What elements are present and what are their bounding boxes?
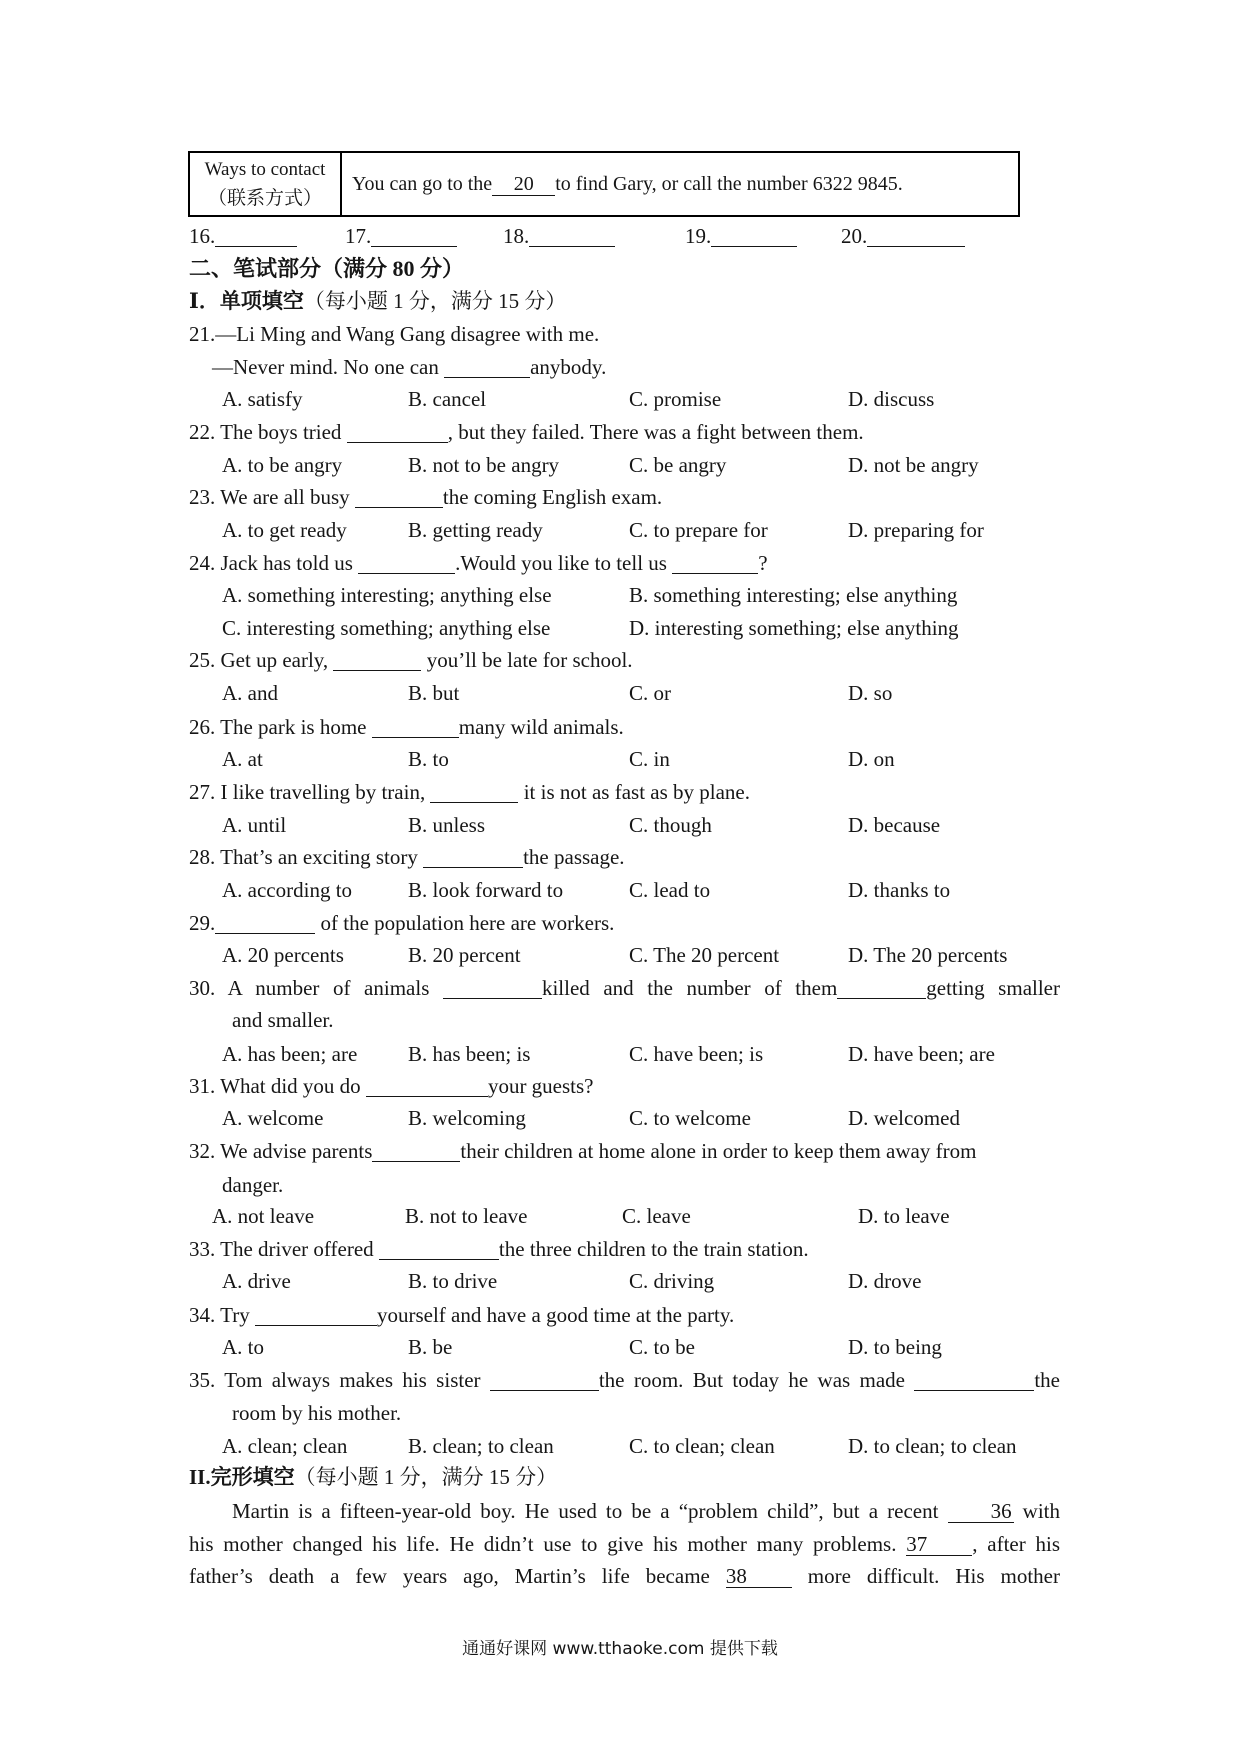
- option-b: B. not to leave: [405, 1204, 528, 1228]
- answer-blank: [333, 650, 421, 671]
- option-d: D. preparing for: [848, 518, 984, 542]
- question-stem: A number of animals: [227, 976, 443, 1000]
- passage-text: more difficult. His mother: [807, 1564, 1061, 1588]
- question-stem: —Never mind. No one can: [212, 355, 445, 379]
- contact-table-content-cell: [342, 153, 1018, 215]
- answer-blank: [914, 1370, 1034, 1391]
- question-number: 30.: [189, 976, 216, 1000]
- passage-line-1: [189, 1499, 1060, 1523]
- option-c: C. promise: [629, 387, 722, 411]
- question-stem: danger.: [222, 1173, 284, 1197]
- question-stem: yourself and have a good time at the party.: [376, 1303, 735, 1327]
- question-29: [189, 911, 614, 935]
- option-d: D. The 20 percents: [848, 943, 1008, 967]
- answer-blank: [711, 226, 797, 247]
- answer-blank: [430, 782, 518, 803]
- question-35-options: [0, 1434, 1240, 1458]
- question-stem: We advise parents: [220, 1139, 373, 1163]
- option-a: A. 20 percents: [222, 943, 344, 967]
- question-stem: The park is home: [220, 715, 372, 739]
- question-stem: .Would you like to tell us: [455, 551, 673, 575]
- option-a: A. has been; are: [222, 1042, 358, 1066]
- question-30: [189, 976, 1060, 1000]
- option-c: C. to welcome: [629, 1106, 751, 1130]
- answer-number: 20.: [841, 224, 868, 248]
- question-number: 23.: [189, 485, 216, 509]
- question-number: 32.: [189, 1139, 216, 1163]
- question-28-options: [0, 878, 1240, 902]
- option-d: D. on: [848, 747, 895, 771]
- option-b: B. cancel: [408, 387, 487, 411]
- question-number: 24.: [189, 551, 216, 575]
- question-29-options: [0, 943, 1240, 967]
- option-d: D. to leave: [858, 1204, 950, 1228]
- question-stem: I like travelling by train,: [220, 780, 431, 804]
- question-stem: you’ll be late for school.: [421, 648, 633, 672]
- question-27: [189, 780, 750, 804]
- question-stem: We are all busy: [220, 485, 355, 509]
- contact-label-cn: （联系方式）: [207, 188, 322, 209]
- option-c: C. in: [629, 747, 670, 771]
- option-a: A. something interesting; anything else: [222, 583, 552, 607]
- question-24-options-row-1: [0, 583, 1240, 607]
- option-c: C. lead to: [629, 878, 711, 902]
- option-a: A. clean; clean: [222, 1434, 348, 1458]
- answer-blank: [490, 1370, 599, 1391]
- part2-note: （每小题 1 分，满分 15 分）: [294, 1465, 558, 1489]
- question-stem: the three children to the train station.: [498, 1237, 809, 1261]
- option-d: D. so: [848, 681, 893, 705]
- option-d: D. interesting something; else anything: [629, 616, 959, 640]
- question-24-options-row-2: [0, 616, 1240, 640]
- option-d: D. have been; are: [848, 1042, 995, 1066]
- question-stem: the coming English exam.: [442, 485, 663, 509]
- answer-blank: [444, 357, 530, 378]
- contact-text-after: to find Gary, or call the number 6322 9845.: [555, 172, 903, 195]
- question-stem: killed and the number of them: [541, 976, 838, 1000]
- question-stem: getting smaller: [926, 976, 1060, 1000]
- option-b: B. welcoming: [408, 1106, 526, 1130]
- question-stem: Tom always makes his sister: [224, 1368, 490, 1392]
- option-d: D. to clean; to clean: [848, 1434, 1017, 1458]
- question-31: [189, 1074, 594, 1098]
- option-d: D. discuss: [848, 387, 935, 411]
- contact-blank-answer: 20: [492, 173, 555, 196]
- contact-table: [188, 151, 1020, 217]
- option-a: A. to get ready: [222, 518, 347, 542]
- answer-blank: [379, 1239, 499, 1260]
- answer-blank: [372, 1141, 460, 1162]
- answer-blank: [837, 978, 926, 999]
- question-number: 25.: [189, 648, 216, 672]
- contact-text-before: You can go to the: [352, 172, 493, 195]
- question-stem: ?: [758, 551, 768, 575]
- question-stem: The driver offered: [220, 1237, 379, 1261]
- answer-blank: [255, 1305, 377, 1326]
- answer-blank: [371, 226, 457, 247]
- question-28: [189, 845, 625, 869]
- question-27-options: [0, 813, 1240, 837]
- question-number: 33.: [189, 1237, 216, 1261]
- option-d: D. drove: [848, 1269, 922, 1293]
- question-number: 34.: [189, 1303, 216, 1327]
- question-35-line-2: [232, 1401, 401, 1425]
- option-a: A. to be angry: [222, 453, 343, 477]
- answer-blank: [672, 553, 758, 574]
- passage-text: Martin is a fifteen-year-old boy. He used to be a “problem child”, but a recent: [232, 1499, 939, 1523]
- answer-blank: [355, 487, 443, 508]
- question-22-options: [0, 453, 1240, 477]
- option-a: A. to: [222, 1335, 264, 1359]
- answer-number: 17.: [345, 224, 372, 248]
- question-33: [189, 1237, 809, 1261]
- part2-title: II.完形填空: [189, 1465, 295, 1489]
- question-34: [189, 1303, 734, 1327]
- question-stem: the room. But today he was made: [598, 1368, 915, 1392]
- passage-blank-36: 36: [948, 1500, 1014, 1523]
- part1-title: Ⅰ．单项填空: [189, 289, 304, 313]
- option-d: D. thanks to: [848, 878, 951, 902]
- answer-number: 18.: [503, 224, 530, 248]
- option-b: B. unless: [408, 813, 486, 837]
- option-a: A. satisfy: [222, 387, 303, 411]
- question-number: 26.: [189, 715, 216, 739]
- question-stem: of the population here are workers.: [315, 911, 615, 935]
- option-a: A. drive: [222, 1269, 291, 1293]
- option-c: C. to prepare for: [629, 518, 768, 542]
- question-25: [189, 648, 633, 672]
- option-d: D. to being: [848, 1335, 942, 1359]
- question-31-options: [0, 1106, 1240, 1130]
- answer-slot-19: [685, 224, 797, 248]
- passage-line-2: [189, 1532, 1060, 1556]
- question-34-options: [0, 1335, 1240, 1359]
- question-number: 28.: [189, 845, 216, 869]
- question-stem: it is not as fast as by plane.: [518, 780, 750, 804]
- option-a: A. welcome: [222, 1106, 324, 1130]
- passage-text: , after his: [972, 1532, 1061, 1556]
- question-30-options: [0, 1042, 1240, 1066]
- question-stem: the passage.: [523, 845, 625, 869]
- question-stem: Get up early,: [220, 648, 334, 672]
- question-23: [189, 485, 662, 509]
- question-stem: Jack has told us: [220, 551, 359, 575]
- question-26: [189, 715, 624, 739]
- answer-slot-17: [345, 224, 457, 248]
- question-21: [189, 322, 599, 346]
- question-number: 27.: [189, 780, 216, 804]
- answer-number: 19.: [685, 224, 712, 248]
- question-32-line-2: [222, 1173, 283, 1197]
- option-d: D. welcomed: [848, 1106, 960, 1130]
- answer-slot-16: [189, 224, 297, 248]
- option-a: A. not leave: [212, 1204, 315, 1228]
- answer-blank: [347, 422, 448, 443]
- question-stem: The boys tried: [220, 420, 347, 444]
- option-a: A. at: [222, 747, 263, 771]
- question-32: [189, 1139, 976, 1163]
- answer-blank: [423, 847, 523, 868]
- question-32-options: [0, 1204, 1240, 1228]
- question-24: [189, 551, 768, 575]
- option-b: B. something interesting; else anything: [629, 583, 958, 607]
- question-stem: What did you do: [220, 1074, 366, 1098]
- written-section-title: 二、笔试部分（满分 80 分）: [189, 256, 465, 281]
- option-a: A. and: [222, 681, 278, 705]
- question-number: 35.: [189, 1368, 216, 1392]
- option-d: D. not be angry: [848, 453, 979, 477]
- question-stem: —Li Ming and Wang Gang disagree with me.: [215, 322, 600, 346]
- option-b: B. but: [408, 681, 460, 705]
- question-stem: room by his mother.: [232, 1401, 402, 1425]
- passage-text: his mother changed his life. He didn’t use to give his mother many problems.: [189, 1532, 897, 1556]
- option-d: D. because: [848, 813, 941, 837]
- option-a: A. until: [222, 813, 287, 837]
- option-b: B. to drive: [408, 1269, 498, 1293]
- question-stem: their children at home alone in order to keep them away from: [460, 1139, 977, 1163]
- option-b: B. getting ready: [408, 518, 543, 542]
- question-stem: your guests?: [487, 1074, 594, 1098]
- option-c: C. The 20 percent: [629, 943, 780, 967]
- question-stem: Try: [220, 1303, 255, 1327]
- part1-note: （每小题 1 分，满分 15 分）: [303, 289, 567, 313]
- option-b: B. 20 percent: [408, 943, 521, 967]
- passage-line-3: [189, 1564, 1060, 1588]
- page-footer: 通通好课网 www.tthaoke.com 提供下载: [462, 1639, 778, 1659]
- passage-blank-38: 38: [726, 1565, 792, 1588]
- option-b: B. has been; is: [408, 1042, 531, 1066]
- option-b: B. clean; to clean: [408, 1434, 554, 1458]
- answer-blank: [529, 226, 615, 247]
- answer-blank: [867, 226, 965, 247]
- question-21-line-2: [212, 355, 606, 379]
- answer-blank: [372, 717, 459, 738]
- answer-number: 16.: [189, 224, 216, 248]
- option-b: B. not to be angry: [408, 453, 560, 477]
- answer-blank: [215, 913, 315, 934]
- answer-blank: [366, 1076, 488, 1097]
- question-22: [189, 420, 864, 444]
- question-35: [189, 1368, 1060, 1392]
- option-c: C. be angry: [629, 453, 727, 477]
- option-c: C. though: [629, 813, 712, 837]
- option-c: C. or: [629, 681, 671, 705]
- contact-label: Ways to contact: [204, 159, 326, 180]
- answer-blank: [443, 978, 542, 999]
- option-b: B. be: [408, 1335, 453, 1359]
- question-26-options: [0, 747, 1240, 771]
- option-a: A. according to: [222, 878, 353, 902]
- question-number: 29.: [189, 911, 216, 935]
- question-25-options: [0, 681, 1240, 705]
- question-stem: and smaller.: [232, 1008, 334, 1032]
- option-c: C. interesting something; anything else: [222, 616, 551, 640]
- question-stem: That’s an exciting story: [220, 845, 424, 869]
- question-33-options: [0, 1269, 1240, 1293]
- option-c: C. to clean; clean: [629, 1434, 775, 1458]
- answer-slot-18: [503, 224, 615, 248]
- part1-heading: [189, 289, 566, 313]
- question-stem: the: [1034, 1368, 1060, 1392]
- option-b: B. look forward to: [408, 878, 564, 902]
- option-c: C. to be: [629, 1335, 695, 1359]
- question-stem: , but they failed. There was a fight between them.: [447, 420, 864, 444]
- answer-slot-20: [841, 224, 965, 248]
- option-c: C. have been; is: [629, 1042, 764, 1066]
- part2-heading: [189, 1465, 557, 1489]
- question-30-line-2: [232, 1008, 333, 1032]
- answer-blank: [358, 553, 455, 574]
- option-b: B. to: [408, 747, 449, 771]
- answer-blanks-row: [0, 224, 1240, 248]
- contact-table-label-cell: [190, 153, 342, 215]
- question-number: 22.: [189, 420, 216, 444]
- answer-blank: [215, 226, 297, 247]
- option-c: C. driving: [629, 1269, 715, 1293]
- question-23-options: [0, 518, 1240, 542]
- passage-blank-37: 37: [906, 1533, 972, 1556]
- question-21-options: [0, 387, 1240, 411]
- passage-text: with: [1013, 1499, 1061, 1523]
- question-number: 31.: [189, 1074, 216, 1098]
- passage-text: father’s death a few years ago, Martin’s life became: [189, 1564, 710, 1588]
- question-number: 21.: [189, 322, 216, 346]
- question-stem: anybody.: [530, 355, 607, 379]
- option-c: C. leave: [622, 1204, 691, 1228]
- question-stem: many wild animals.: [458, 715, 624, 739]
